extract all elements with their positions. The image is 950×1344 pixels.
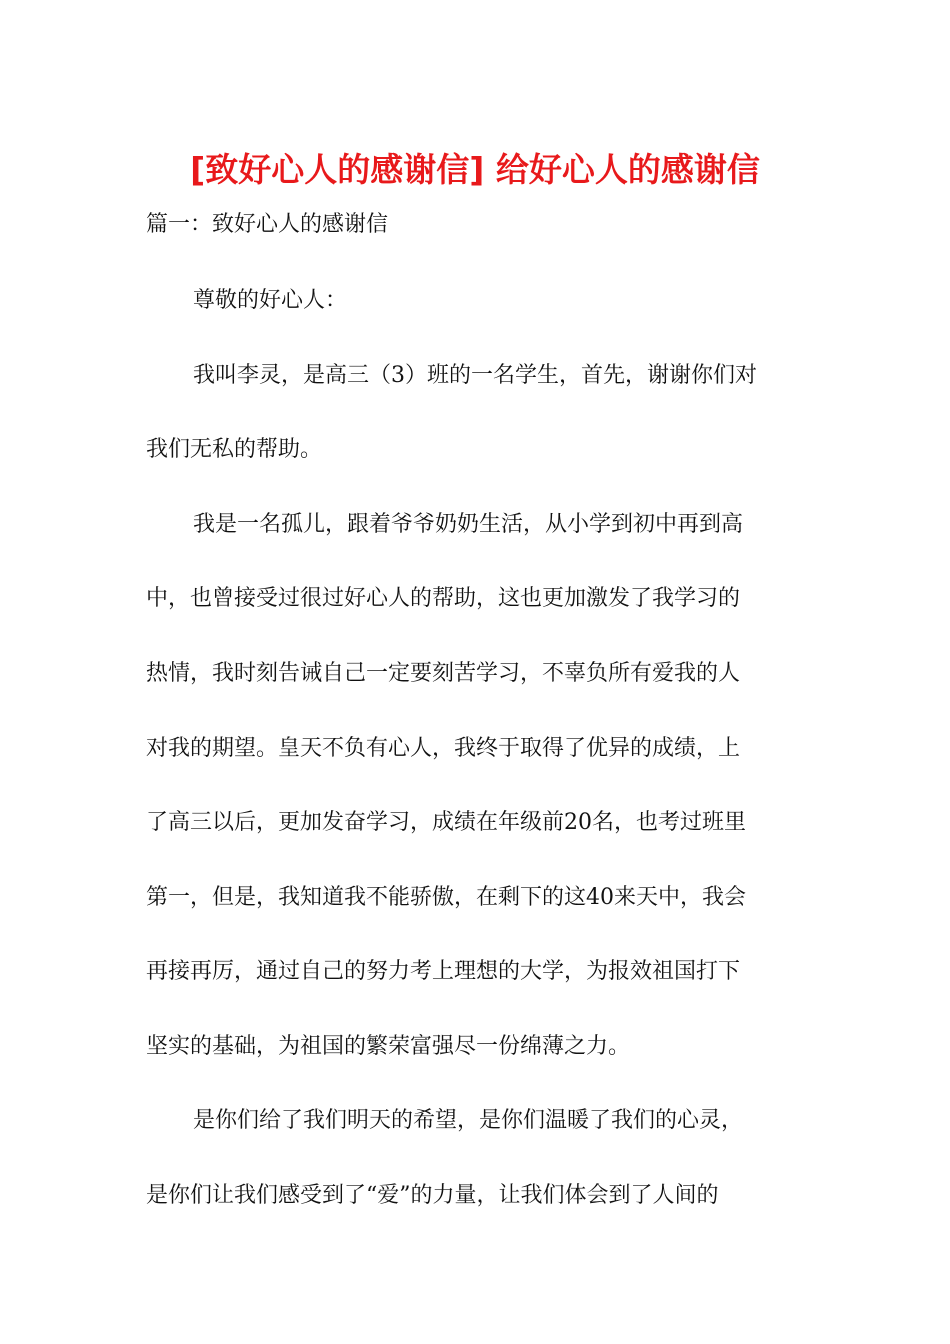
paragraph-line: 对我的期望。皇天不负有心人，我终于取得了优异的成绩，上 (146, 736, 741, 761)
paragraph-line: 再接再厉，通过自己的努力考上理想的大学，为报效祖国打下 (146, 959, 741, 984)
paragraph-line: 我们无私的帮助。 (146, 437, 323, 462)
paragraph-line: 第一，但是，我知道我不能骄傲，在剩下的这40来天中，我会 (146, 885, 746, 910)
paragraph-line: 是你们给了我们明天的希望，是你们温暖了我们的心灵， (193, 1108, 744, 1133)
paragraph-line: 了高三以后，更加发奋学习，成绩在年级前20名，也考过班里 (146, 810, 746, 835)
document-title: [致好心人的感谢信] 给好心人的感谢信 (190, 150, 760, 189)
paragraph-line: 热情，我时刻告诫自己一定要刻苦学习，不辜负所有爱我的人 (146, 661, 741, 686)
salutation: 尊敬的好心人： (193, 288, 348, 313)
paragraph-line: 中，也曾接受过很过好心人的帮助，这也更加激发了我学习的 (146, 586, 741, 611)
paragraph-line: 我是一名孤儿，跟着爷爷奶奶生活，从小学到初中再到高 (193, 512, 744, 537)
paragraph-line: 坚实的基础，为祖国的繁荣富强尽一份绵薄之力。 (146, 1034, 631, 1059)
paragraph-line: 是你们让我们感受到了“爱”的力量，让我们体会到了人间的 (146, 1183, 719, 1208)
paragraph-line: 我叫李灵，是高三（3）班的一名学生，首先，谢谢你们对 (193, 363, 757, 388)
section-heading: 篇一：致好心人的感谢信 (146, 212, 389, 237)
